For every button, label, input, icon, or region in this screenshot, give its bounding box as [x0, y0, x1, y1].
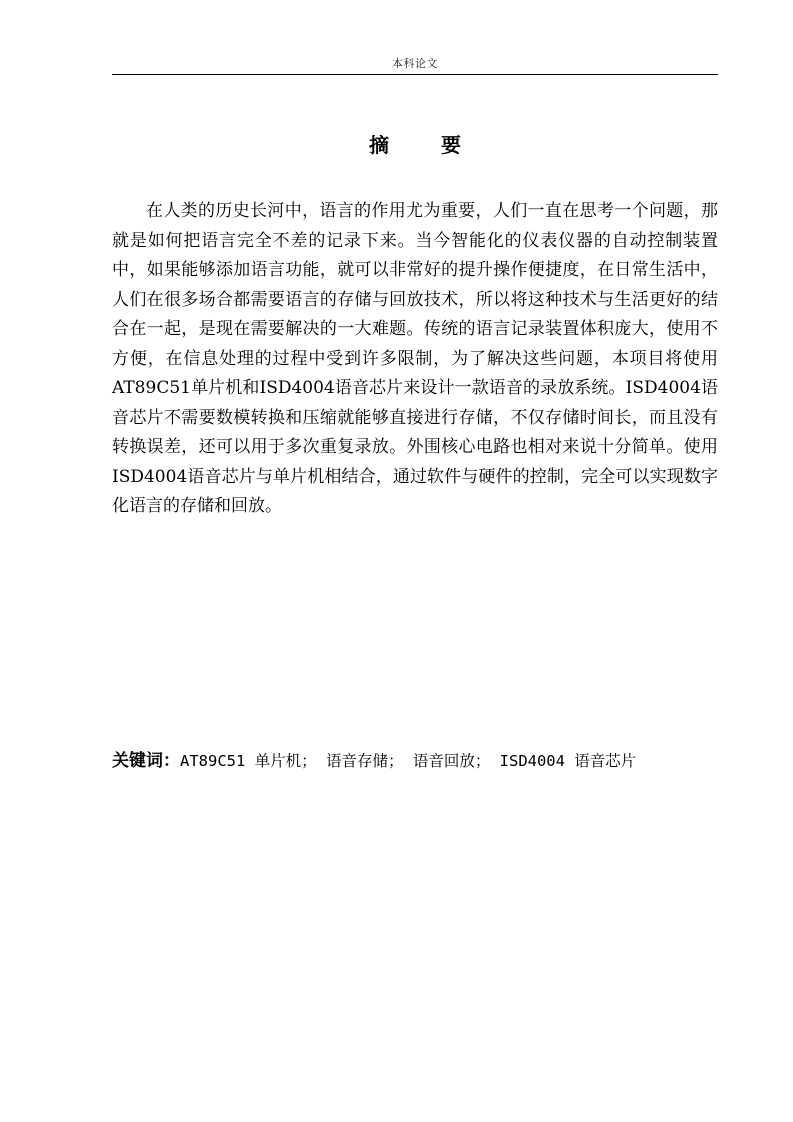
keywords-line	[112, 748, 718, 774]
keywords-label: 关键词：	[112, 751, 180, 771]
abstract-title	[112, 132, 718, 158]
title-char-1: 摘	[369, 133, 389, 157]
title-char-2: 要	[441, 133, 461, 157]
keywords-value: AT89C51 单片机； 语音存储； 语音回放； ISD4004 语音芯片	[180, 752, 637, 770]
page-header	[112, 52, 718, 75]
abstract-body: 在人类的历史长河中，语言的作用尤为重要，人们一直在思考一个问题，那就是如何把语言完全不差的记录下来。当今智能化的仪表仪器的自动控制装置中，如果能够添加语言功能，就可以非常好的提升操作便捷度，在日常生活中，人们在很多场合都需要语言的存储与回放技术，所以将这种技术与生活更好的结合在一起，是现在需要解决的一大难题。传统的语言记录装置体积庞大，使用不方便，在信息处理的过程中受到许多限制，为了解决这些问题，本项目将使用AT89C51单片机和ISD4004语音芯片来设计一款语音的录放系统。ISD4004语音芯片不需要数模转换和压缩就能够直接进行存储，不仅存储时间长，而且没有转换误差，还可以用于多次重复录放。外围核心电路也相对来说十分简单。使用ISD4004语音芯片与单片机相结合，通过软件与硬件的控制，完全可以实现数字化语言的存储和回放。	[112, 201, 718, 516]
header-text: 本科论文	[392, 57, 438, 70]
